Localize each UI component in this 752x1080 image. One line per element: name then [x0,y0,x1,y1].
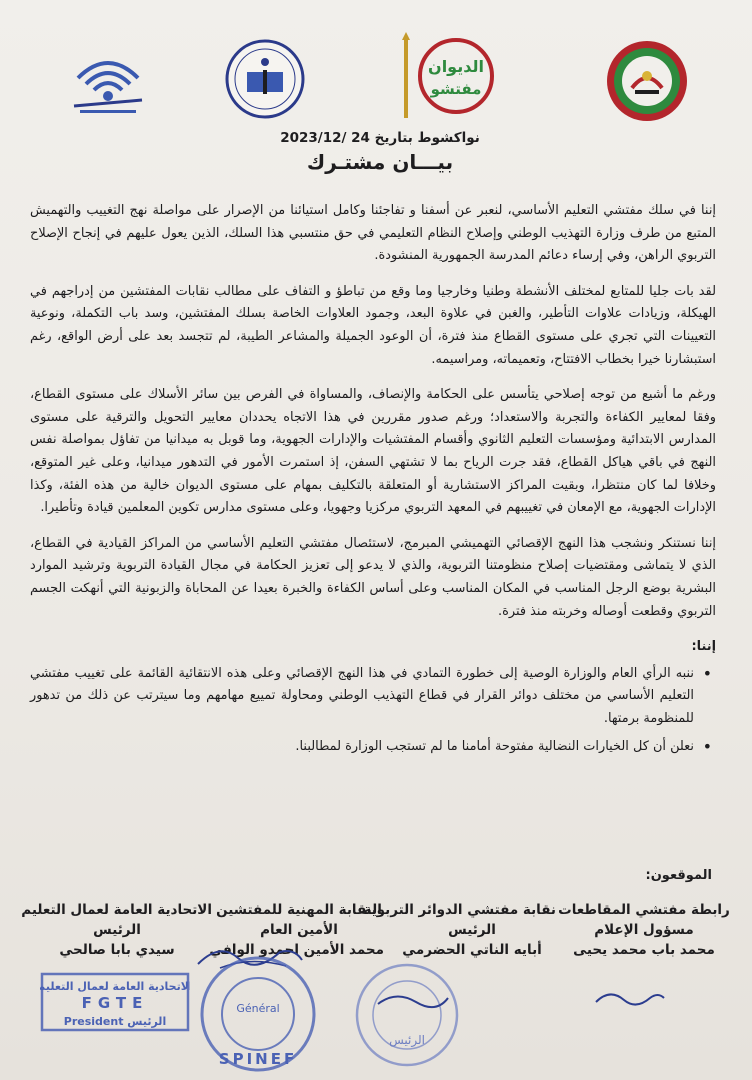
document-title: بيـــان مشتـرك [306,150,454,174]
signer-org: نقابة مفتشي الدوائر التربوية [363,902,556,918]
spinef-stamp-bottom: SPINEF [218,1050,298,1068]
diwan-caption-1: الديوان [428,57,484,76]
signer-name: محمد باب محمد يحيى [573,942,715,958]
signer-role: الأمين العام [260,922,338,938]
signer-role: الرئيس [93,922,141,938]
signer-org: النقابة المهنية للمفتشين [216,902,382,918]
signer-org: رابطة مفتشي المقاطعات [558,902,730,918]
fgte-stamp-mid: FGTE [81,994,149,1012]
signer-org: الاتحادية العامة لعمال التعليم [21,902,212,918]
circuit-inspectors-stamp [352,960,462,1074]
signatories-label: الموقعون: [645,868,712,883]
signer-role: الرئيس [448,922,496,938]
resolution-list [30,663,716,759]
paragraph-4: إننا نستنكر ونشجب هذا النهج الإقصائي التهميشي المبرمج، لاستئصال مفتشي التعليم الأساسي من المراكز القيادية في القطاع، الذي لا يتماشى ومقتضيات إصلاح منظومتنا التربوية، والذي لا يدعو إلى تعزيز الحكامة في مجال القيادة التربوية وترشيد الموارد البشرية بوضع الرجل المناسب في المكان المناسب وعلى أساس الكفاءة والخبرة بعيدا عن المحاباة والزبونية التي أنهكت الجسم التربوي وقطعت أوصاله وخربته منذ فترة. [30,535,716,619]
document-date: نواكشوط بتاريخ 24 /2023/12 [280,130,480,146]
signer-column [22,900,212,960]
paragraph-1: إننا في سلك مفتشي التعليم الأساسي، لنعبر عن أسفنا و تفاجئنا وكامل استيائنا من الإصرار على مواصلة نهج التغييب والتهميش المتبع من طرف وزارة التهذيب الوطني وإصلاح النظام التعليمي في حق منتسبي هذا السلك، الذين يعول عليهم في إنجاح الإصلاح التربوي الراهن، وفي إرساء دعائم المدرسة الجمهورية المنشودة. [30,203,716,264]
signer-name: سيدي بابا صالحي [59,942,175,958]
resolution-item: • نعلن أن كل الخيارات النضالية مفتوحة أمامنا ما لم تستجب الوزارة لمطالبنا. [30,736,694,759]
paragraph-2: لقد بات جليا للمتابع لمختلف الأنشطة وطنيا وخارجيا وما وقع من تباطؤ و التفاف على مطالب نقابات المفتشين من إدراجهم في الهيكلة، وزيادات علاوات التأطير، والغبن في علاوة البعد، وجمود العلاوات الخاصة بسلك المفتشين، وسد باب التكملة، ونوعية التعيينات التي تجري على مستوى القطاع منذ فترة، أن الوعود الجميلة والمشاعر الطيبة، لم تتجسد بعد على أرض الواقع، رغم استبشارنا خيرا بخطاب الافتتاح، وتعميماته، ومراسيمه. [30,283,716,367]
fgte-stamp-top: الاتحادية العامة لعمال التعليم [40,980,190,993]
diwan-inspectors-logo-icon [400,32,500,124]
signer-role: مسؤول الإعلام [594,922,694,938]
spinef-stamp [196,952,320,1080]
resolution-lead: إننا: [691,639,716,655]
book-circle-logo-icon [225,36,305,122]
national-flag-emblem-icon [604,38,690,124]
wifi-globe-logo-icon [66,44,150,120]
diwan-caption-2: مفتشو [430,80,482,98]
signer-column [554,900,734,960]
spinef-stamp-top: Général [236,1002,280,1015]
logo-row [0,30,752,130]
signer-name: أبايه الناتي الحضرمي [402,942,542,958]
fgte-stamp-bottom: President الرئيس [63,1015,167,1028]
signature-scribble-icon [590,984,670,1018]
resolution-item: • ننبه الرأي العام والوزارة الوصية إلى خطورة التمادي في هذا النهج الإقصائي وعلى هذه الانتقائية القائمة على تغييب مفتشي التعليم الأساسي من مختلف دوائر القرار في قطاع التهذيب الوطني ومحاولة تمييع مهامهم وما سيترتب عن ذلك من تدهور للمنظومة برمتها. [30,663,694,731]
signer-name: محمد الأمين احمدو الوافي [209,942,384,958]
fgte-stamp [40,972,190,1036]
paragraph-3: ورغم ما أشيع من توجه إصلاحي يتأسس على الحكامة والإنصاف، والمساواة في الفرص بين سائر الأسلاك على مستوى القطاع، وفقا لمعايير الكفاءة والتجربة والاستعداد؛ ورغم صدور مقررين في هذا الاتجاه يحددان معايير التحويل والترقية على مستوى المدارس الابتدائية ومؤسسات التعليم الثانوي وأقسام المفتشيات والإدارات الجهوية، وما قوبل به ميدانيا من تفاؤل بمواصلة نفس النهج في باقي هياكل القطاع، فقد جرت الرياح بما لا تشتهي السفن، إذ استمرت الأمور في التدهور ميدانيا، وعلى غير المتوقع، وخلافا لما كان منتظرا، وبقيت المراكز الاستشارية أو المتعلقة بالتكليف بمهام على مستوى الديوان خالية من هذه الفئة، وكذا الإدارات الجهوية، مع الإمعان في تغييبهم في المعهد التربوي مركزيا وجهويا، وعلى مستوى مدارس تكوين المعلمين قيادة وتأطيرا. [30,387,716,516]
statement-body [30,200,716,765]
signer-column [363,900,556,960]
circuit-stamp-text: الرئيس [389,1033,425,1047]
